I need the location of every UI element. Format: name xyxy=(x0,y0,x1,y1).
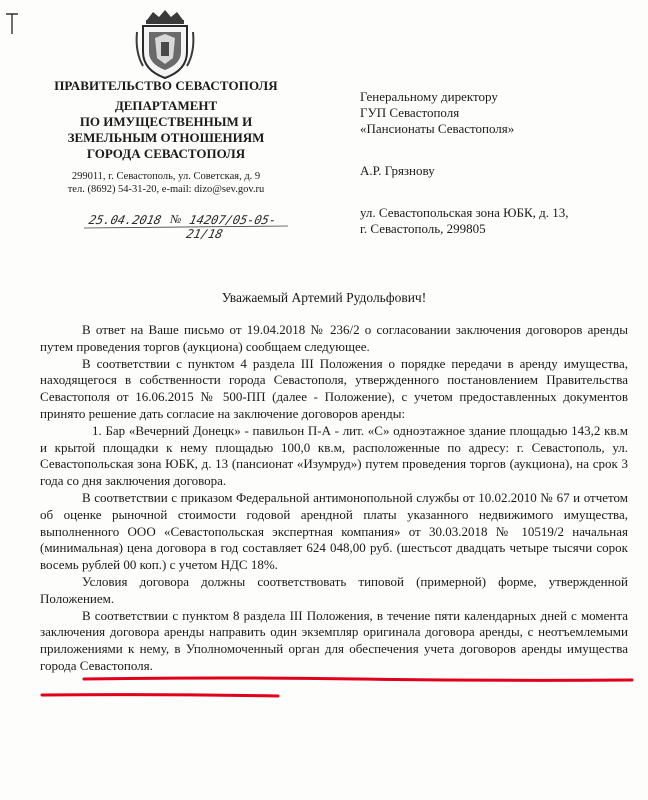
sender-address: 299011, г. Севастополь, ул. Советская, д. 9 тел. (8692) 54-31-20, e-mail: dizo@sev.gov.ru xyxy=(40,170,292,196)
sender-block xyxy=(40,78,292,196)
outgoing-reg-number: 14207/05-05-21/18 xyxy=(185,213,278,241)
paragraph: В ответ на Ваше письмо от 19.04.2018 № 236/2 о согласовании заключения договоров аренды путем проведения торгов (аукциона) сообщаем следующее. xyxy=(40,322,628,354)
recipient-title: Генеральному директору ГУП Севастополя «Пансионаты Севастополя» xyxy=(360,89,515,136)
government-name: ПРАВИТЕЛЬСТВО СЕВАСТОПОЛЯ xyxy=(54,78,278,93)
salutation: Уважаемый Артемий Рудольфович! xyxy=(221,290,427,305)
sevastopol-coat-of-arms-icon xyxy=(133,8,197,82)
recipient-address: ул. Севастопольская зона ЮБК, д. 13, г. Севастополь, 299805 xyxy=(360,205,569,236)
outgoing-date: 25.04.2018 xyxy=(87,213,163,227)
highlighted-paragraph: Условия договора должны соответствовать типовой (примерной) форме, утвержденной Положением. xyxy=(40,573,628,606)
letter-body xyxy=(40,322,628,675)
paragraph: В соответствии с пунктом 4 раздела III Положения о порядке передачи в аренду имущества, находящегося в собственности города Севастополя, утвержденного постановлением Правительства Севастополя от 16.06.2015 № 500-ПП (далее - Положение), с учетом предоставленных документов принято решение дать согласие на заключение договоров аренды: xyxy=(40,355,628,421)
recipient-block xyxy=(360,89,640,237)
recipient-name: А.Р. Грязнову xyxy=(360,163,435,178)
number-sign: № xyxy=(168,212,184,226)
red-underline-mark xyxy=(82,674,634,684)
list-item: 1. Бар «Вечерний Донецк» - павильон П-А - лит. «С» одноэтажное здание площадью 143,2 кв.м и крытой площадки к нему площадью 100,0 кв.м, расположенные по адресу: г. Севастополь, ул. Севастопольская зона ЮБК, д. 13 (пансионат «Изумруд») путем проведения торгов (аукциона), на срок 3 года со дня заключения договора. xyxy=(40,422,628,489)
red-underline-mark xyxy=(40,690,280,700)
paragraph: В соответствии с пунктом 8 раздела III Положения, в течение пяти календарных дней с момента заключения договора аренды направить один экземпляр оригинала договора аренды, с неотъемлемыми приложениями к нему, в Уполномоченный орган для обеспечения учета договоров аренды имущества города Севастополя. xyxy=(40,607,628,673)
pen-mark xyxy=(4,8,20,36)
department-name: ДЕПАРТАМЕНТ ПО ИМУЩЕСТВЕННЫМ И ЗЕМЕЛЬНЫМ ОТНОШЕНИЯМ ГОРОДА СЕВАСТОПОЛЯ xyxy=(67,98,265,161)
outgoing-number xyxy=(76,207,292,241)
paragraph: В соответствии с приказом Федеральной антимонопольной службы от 10.02.2010 № 67 и отчетом об оценке рыночной стоимости годовой арендной платы указанного недвижимого имущества, выполненного ООО «Севастопольская экспертная компания» от 30.03.2018 № 10519/2 начальная (минимальная) цена договора в год составляет 624 048,00 руб. (шестьсот двадцать четыре тысячи сорок восемь рублей 00 коп.) с учетом НДС 18%. xyxy=(40,489,628,573)
sender-contacts: тел. (8692) 54-31-20, e-mail: dizo@sev.gov.ru xyxy=(67,184,265,195)
